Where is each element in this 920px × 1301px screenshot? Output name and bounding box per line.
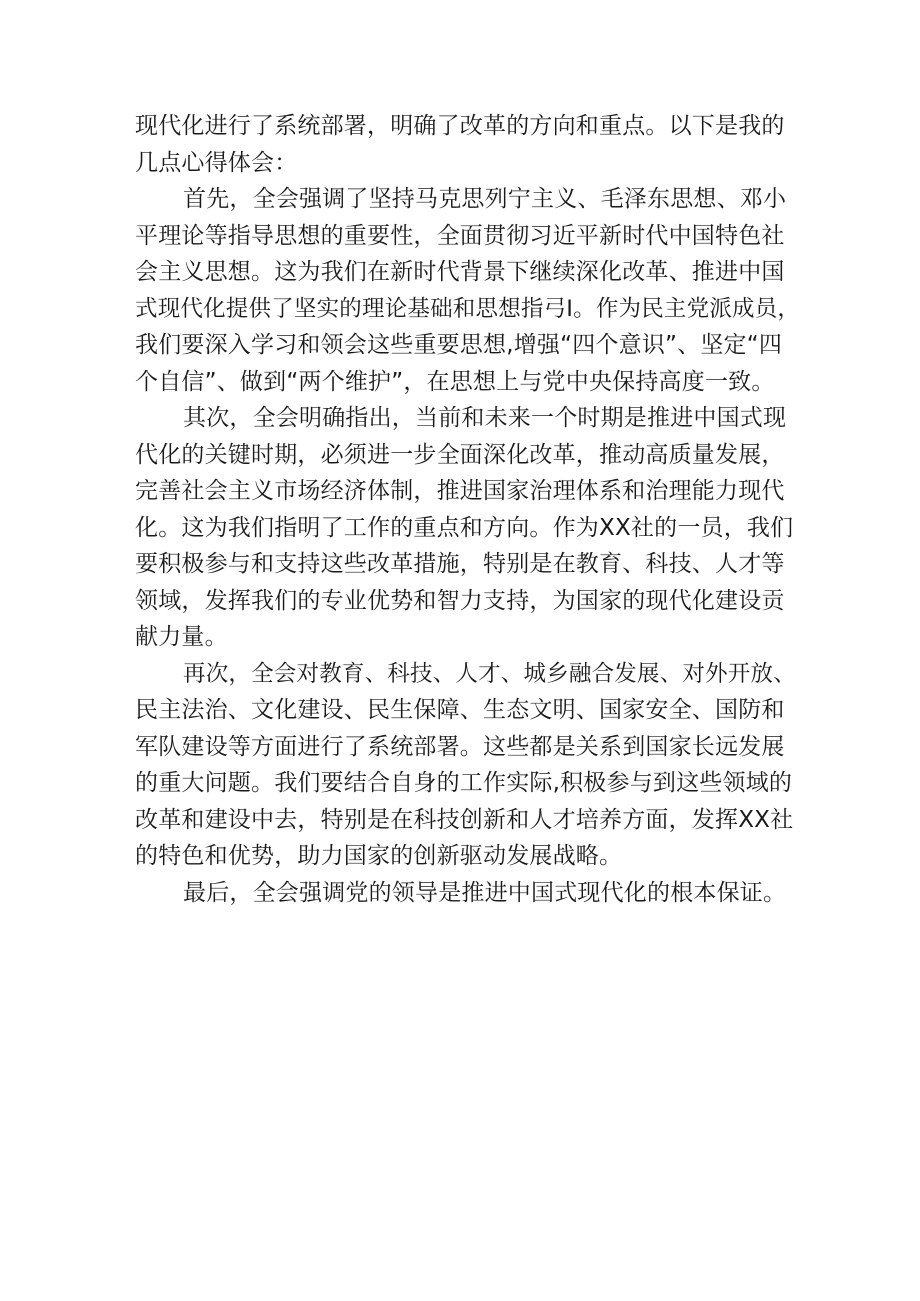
text-line: 的重大问题。我们要结合自身的工作实际,积极参与到这些领域的	[135, 770, 793, 796]
text-line: 要积极参与和支持这些改革措施，特别是在教育、科技、人才等	[135, 551, 785, 577]
text-line: 改革和建设中去，特别是在科技创新和人才培养方面，发挥XX社	[135, 806, 794, 833]
paragraph-first-line: 其次，全会明确指出，当前和未来一个时期是推进中国式现	[183, 405, 787, 431]
text-line: 领域，发挥我们的专业优势和智力支持，为国家的现代化建设贡	[135, 587, 785, 614]
paragraph-first-line: 首先，全会强调了坚持马克思列宁主义、毛泽东思想、邓小	[183, 186, 787, 212]
text-line: 军队建设等方面进行了系统部署。这些都是关系到国家长远发展	[135, 733, 785, 760]
text-line: 代化的关键时期，必须进一步全面深化改革，推动高质量发展，	[135, 441, 785, 468]
document-body	[135, 108, 800, 911]
text-line: 几点心得体会：	[135, 149, 298, 176]
text-line: 民主法治、文化建设、民生保障、生态文明、国家安全、国防和	[135, 697, 785, 723]
text-line: 会主义思想。这为我们在新时代背景下继续深化改革、推进中国	[135, 259, 785, 285]
text-line: 式现代化提供了坚实的理论基础和思想指弓I。作为民主党派成员，	[135, 295, 801, 322]
paragraph-first-line: 最后，全会强调党的领导是推进中国式现代化的根本保证。	[183, 879, 787, 906]
text-line: 个自信”、做到“两个维护”，在思想上与党中央保持高度一致。	[135, 368, 775, 395]
text-line: 平理论等指导思想的重要性，全面贯彻习近平新时代中国特色社	[135, 222, 785, 249]
text-line: 化。这为我们指明了工作的重点和方向。作为XX社的一员，我们	[135, 514, 794, 541]
text-line: 我们要深入学习和领会这些重要思想,增强“四个意识”、坚定“四	[135, 332, 783, 358]
text-line: 完善社会主义市场经济体制，推进国家治理体系和治理能力现代	[135, 478, 785, 504]
paragraph-first-line: 再次，全会对教育、科技、人才、城乡融合发展、对外开放、	[183, 660, 796, 687]
text-line: 献力量。	[135, 624, 228, 650]
text-line: 的特色和优势，助力国家的创新驱动发展战略。	[135, 843, 623, 869]
text-line: 现代化进行了系统部署，明确了改革的方向和重点。以下是我的	[135, 113, 785, 139]
